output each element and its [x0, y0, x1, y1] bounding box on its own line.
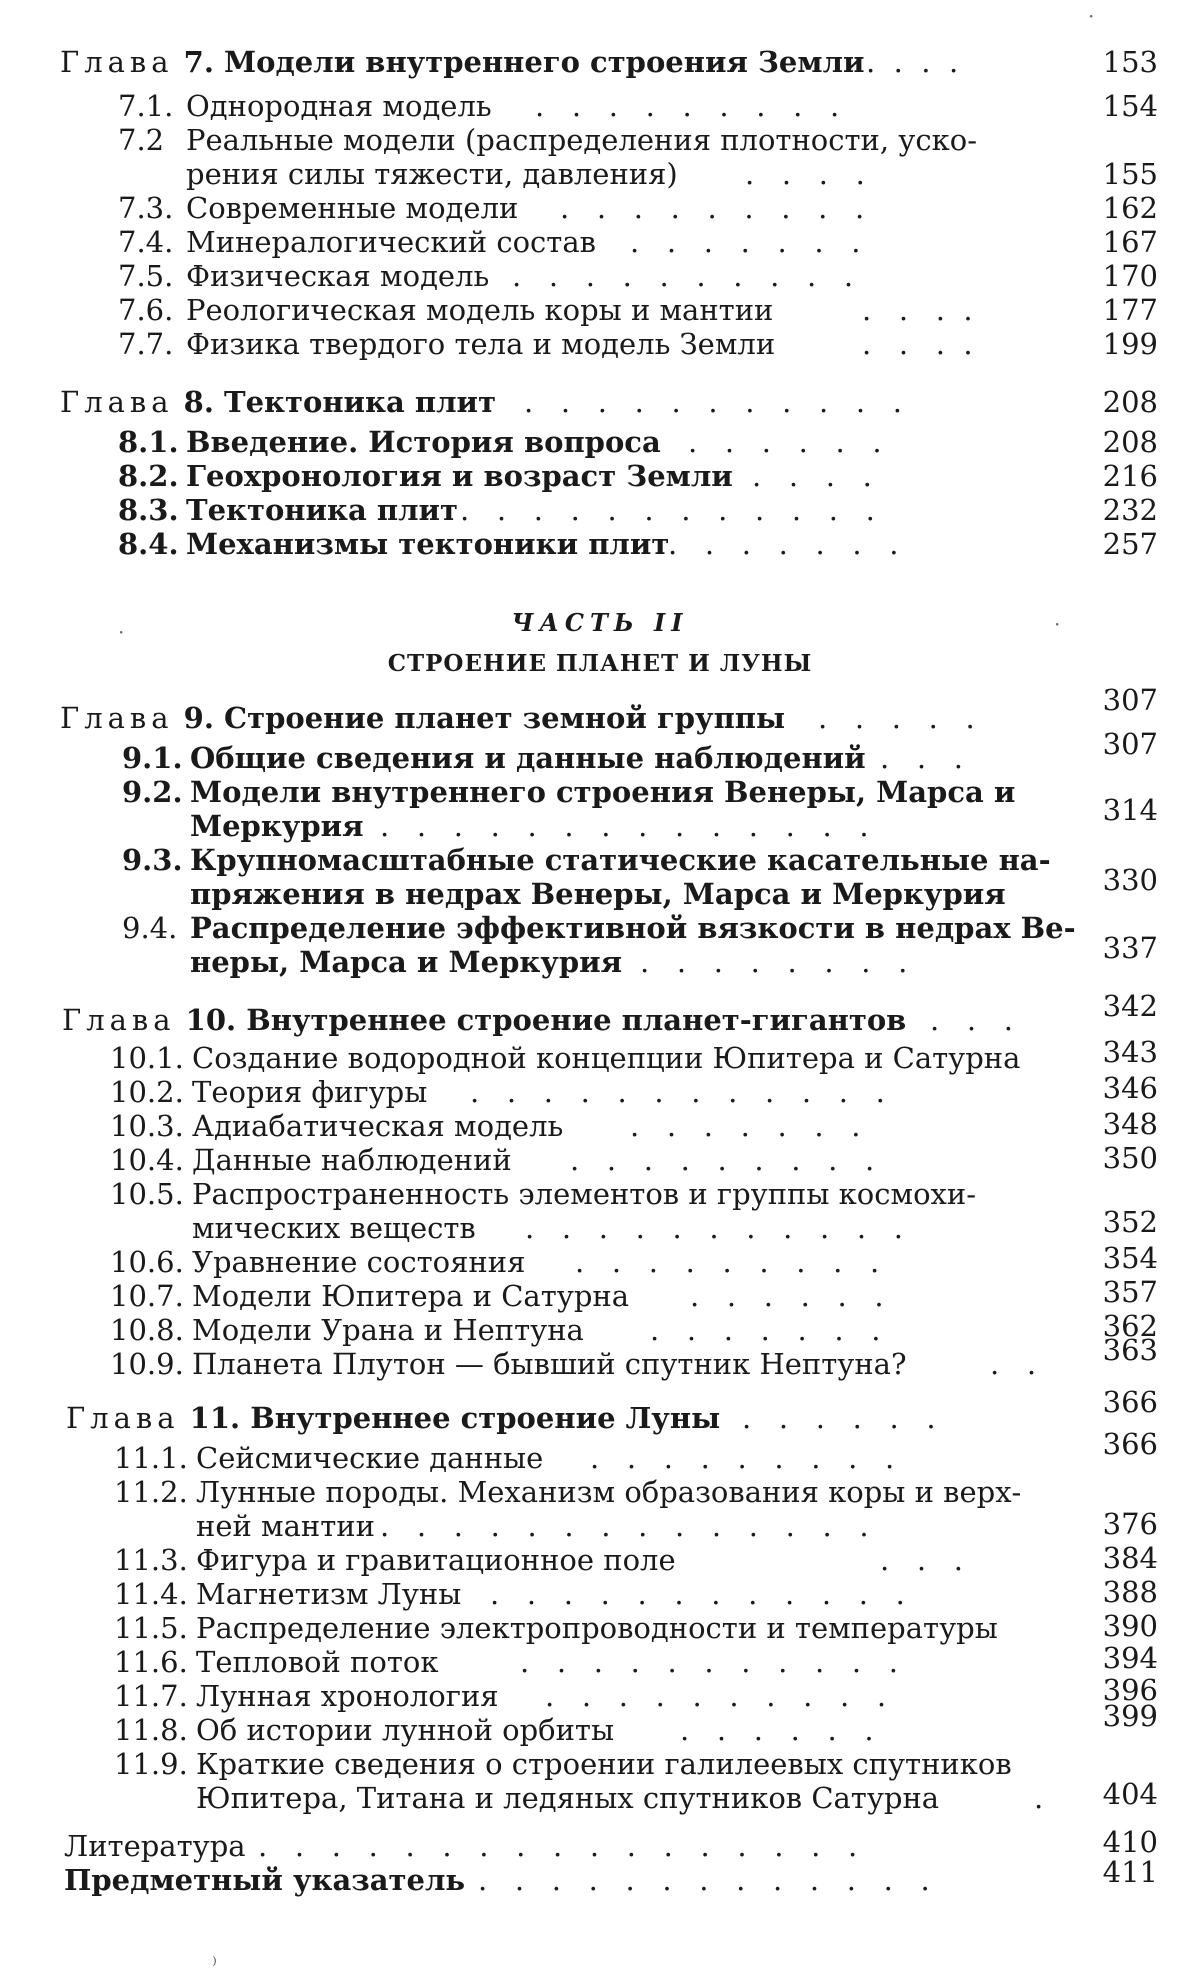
page-number: 362 [1102, 1309, 1158, 1343]
section-number: 11.4. [114, 1577, 188, 1611]
section-number: 10.1. [110, 1041, 184, 1075]
leader-dots: . . . . . . . . . . . . [470, 1075, 885, 1109]
leader-dots: . . . . . . . . . [570, 1143, 875, 1177]
section-number: 10.4. [110, 1143, 184, 1177]
chapter-title: Модели внутреннего строения Земли [224, 45, 865, 79]
page-number: 363 [1102, 1333, 1158, 1367]
section-number: 8.1. [118, 425, 179, 459]
section-title: Распределение эффективной вязкости в недрах Ве- [190, 911, 1076, 945]
section-number: 10.6. [110, 1245, 184, 1279]
leader-dots: . . . . . . . . . . . . [490, 1577, 905, 1611]
page-number: 167 [1102, 225, 1158, 259]
scan-speck: ⁾ [212, 1952, 217, 1976]
section-number: 9.4. [122, 911, 178, 945]
page-number: 199 [1102, 327, 1158, 361]
leader-dots: . . . . . . . [668, 527, 899, 561]
section-title: Крупномасштабные статические касательные на- [190, 843, 1051, 877]
page-number: 337 [1102, 931, 1158, 965]
leader-dots: . . . . . . . . . . . . . . . . . [258, 1829, 858, 1863]
leader-dots: . . . . [862, 327, 973, 361]
section-title: Модели Юпитера и Сатурна [192, 1279, 629, 1313]
leader-dots: . . . . . . . . . . . . . [478, 1863, 930, 1897]
section-number: 11.2. [114, 1475, 188, 1509]
section-title: Адиабатическая модель [192, 1109, 564, 1143]
page-number: 384 [1102, 1541, 1158, 1575]
page-number: 346 [1102, 1071, 1158, 1105]
leader-dots: . . . . . . . . . . . . [460, 493, 875, 527]
part-title: СТРОЕНИЕ ПЛАНЕТ И ЛУНЫ [387, 650, 813, 677]
chapter-label: Глава [66, 1401, 180, 1435]
section-title: Минералогический состав [186, 225, 596, 259]
page-number: 411 [1102, 1855, 1158, 1889]
chapter-label: Глава [60, 701, 174, 735]
section-title: Уравнение состояния [192, 1245, 526, 1279]
leader-dots: . . . . . . . . . . . [520, 1645, 898, 1679]
chapter-label: Глава [60, 385, 174, 419]
leader-dots: . . . . . . [688, 425, 882, 459]
section-number: 11.6. [114, 1645, 188, 1679]
part-label: ЧАСТЬ II [511, 608, 689, 637]
section-title: Физика твердого тела и модель Земли [186, 327, 776, 361]
leader-dots: . . . [880, 1543, 963, 1577]
section-number: 7.1. [118, 89, 174, 123]
page-number: 366 [1102, 1385, 1158, 1419]
page-number: 307 [1102, 727, 1158, 761]
section-title-continued: Меркурия [190, 809, 364, 843]
page-number: 154 [1102, 89, 1158, 123]
leader-dots: . . . . . . . . . [575, 1245, 880, 1279]
section-title: Магнетизм Луны [196, 1577, 462, 1611]
page-number: 388 [1102, 1575, 1158, 1609]
section-number: 8.2. [118, 459, 179, 493]
leader-dots: . . . . . . . . . [535, 89, 840, 123]
page-number: 357 [1102, 1275, 1158, 1309]
section-title-continued: ней мантии [196, 1509, 375, 1543]
section-title: Сейсмические данные [196, 1441, 544, 1475]
section-number: 7.7. [118, 327, 174, 361]
section-title: Распределение электропроводности и температуры [196, 1611, 998, 1645]
section-number: 11.7. [114, 1679, 188, 1713]
page-number: 216 [1102, 459, 1158, 493]
leader-dots: . . [990, 1347, 1037, 1381]
section-title: Данные наблюдений [192, 1143, 512, 1177]
subject-index-title: Предметный указатель [64, 1863, 466, 1897]
page-number: 162 [1102, 191, 1158, 225]
leader-dots: . . . . . . [680, 1713, 874, 1747]
section-number: 11.8. [114, 1713, 188, 1747]
section-number: 10.2. [110, 1075, 184, 1109]
page-number: 376 [1102, 1507, 1158, 1541]
section-number: 7.4. [118, 225, 174, 259]
leader-dots: . . . . [745, 157, 865, 191]
section-title: Теория фигуры [192, 1075, 428, 1109]
page-number: 208 [1102, 425, 1158, 459]
page-number: 396 [1102, 1673, 1158, 1707]
section-number: 10.8. [110, 1313, 184, 1347]
page-number: 342 [1102, 989, 1158, 1023]
section-number: 10.5. [110, 1177, 184, 1211]
page-number: 394 [1102, 1641, 1158, 1675]
leader-dots: . . . . . . [742, 1401, 936, 1435]
page-number: 330 [1102, 863, 1158, 897]
section-title: Геохронология и возраст Земли [186, 459, 733, 493]
section-number: 9.3. [122, 843, 183, 877]
section-title-continued: мических веществ [192, 1211, 476, 1245]
chapter-11-heading [66, 1402, 720, 1435]
leader-dots: . . . [930, 1003, 1013, 1037]
section-title: Модели Урана и Нептуна [192, 1313, 584, 1347]
leader-dots: . . . . . . . . . . . . . . [380, 1509, 869, 1543]
chapter-number: 9. [183, 701, 214, 735]
page-number: 390 [1102, 1609, 1158, 1643]
leader-dots: . . . . . . . . . [560, 191, 865, 225]
leader-dots: . . . . [752, 459, 872, 493]
section-title: Лунные породы. Механизм образования коры и верх- [196, 1475, 1022, 1509]
chapter-title: Строение планет земной группы [224, 701, 786, 735]
chapter-9-heading [60, 702, 785, 735]
section-number: 9.1. [122, 741, 183, 775]
chapter-label: Глава [60, 45, 174, 79]
chapter-title: Внутреннее строение планет-гигантов [246, 1003, 907, 1037]
page-number: 354 [1102, 1241, 1158, 1275]
leader-dots: . . . . . . . [630, 225, 861, 259]
page-number: 177 [1102, 293, 1158, 327]
section-title: Модели внутреннего строения Венеры, Марса и [190, 775, 1016, 809]
chapter-number: 10. [185, 1003, 237, 1037]
page-number: 208 [1102, 385, 1158, 419]
chapter-title: Внутреннее строение Луны [250, 1401, 721, 1435]
page-number: 352 [1102, 1205, 1158, 1239]
section-title: Общие сведения и данные наблюдений [190, 741, 866, 775]
leader-dots: . . . . . . . [630, 1109, 861, 1143]
section-number: 7.3. [118, 191, 174, 225]
page-number: 404 [1102, 1777, 1158, 1811]
leader-dots: . . . . [866, 45, 959, 79]
page-number: 307 [1102, 683, 1158, 717]
section-title: Механизмы тектоники плит [186, 527, 670, 561]
leader-dots: . . . . . . . . . . [545, 1679, 887, 1713]
section-title-continued: Юпитера, Титана и ледяных спутников Сатурна [196, 1781, 940, 1815]
page-number: 399 [1102, 1699, 1158, 1733]
chapter-7-heading [60, 46, 865, 79]
chapter-number: 11. [189, 1401, 241, 1435]
page-number: 314 [1102, 793, 1158, 827]
section-title: Физическая модель [186, 259, 490, 293]
leader-dots: . . . . . . . . [640, 945, 908, 979]
scan-speck: · [118, 620, 125, 644]
leader-dots: . . . . [862, 293, 973, 327]
section-title: Создание водородной концепции Юпитера и Сатурна [192, 1041, 1021, 1075]
chapter-label: Глава [62, 1003, 176, 1037]
section-number: 11.3. [114, 1543, 188, 1577]
section-number: 10.7. [110, 1279, 184, 1313]
section-number: 8.3. [118, 493, 179, 527]
leader-dots: . . . . . . . . . . [512, 259, 854, 293]
page-number: 348 [1102, 1107, 1158, 1141]
page-number: 410 [1102, 1825, 1158, 1859]
section-title: Однородная модель [186, 89, 492, 123]
leader-dots: . . . . . . . . . . . . . . [380, 809, 869, 843]
leader-dots: . . . . . . . . . . . [525, 1211, 903, 1245]
leader-dots: . . . . . [818, 701, 975, 735]
chapter-8-heading [60, 386, 496, 419]
section-number: 10.3. [110, 1109, 184, 1143]
page-number: 366 [1102, 1427, 1158, 1461]
page-number: 153 [1102, 45, 1158, 79]
section-title: Лунная хронология [196, 1679, 499, 1713]
page-number: 257 [1102, 527, 1158, 561]
section-title: Введение. История вопроса [186, 425, 661, 459]
leader-dots: . . . . . . [690, 1279, 884, 1313]
section-number: 11.1. [114, 1441, 188, 1475]
page-number: 155 [1102, 157, 1158, 191]
section-title: Фигура и гравитационное поле [196, 1543, 676, 1577]
scan-speck: · [1088, 4, 1095, 28]
page-number: 170 [1102, 259, 1158, 293]
section-title: Реологическая модель коры и мантии [186, 293, 774, 327]
section-title-continued: пряжения в недрах Венеры, Марса и Меркурия [190, 877, 1006, 911]
chapter-number: 7. [183, 45, 214, 79]
section-number: 7.5. [118, 259, 174, 293]
leader-dots: . . . [880, 741, 963, 775]
leader-dots: . [1034, 1781, 1044, 1815]
section-number: 9.2. [122, 775, 183, 809]
bibliography-title: Литература [64, 1829, 246, 1863]
leader-dots: . . . . . . . [650, 1313, 881, 1347]
section-title: Об истории лунной орбиты [196, 1713, 615, 1747]
chapter-title: Тектоника плит [224, 385, 497, 419]
section-number: 7.6. [118, 293, 174, 327]
section-title: Тектоника плит [186, 493, 459, 527]
section-title-continued: неры, Марса и Меркурия [190, 945, 623, 979]
page-number: 350 [1102, 1141, 1158, 1175]
chapter-number: 8. [183, 385, 214, 419]
section-number: 8.4. [118, 527, 179, 561]
section-number: 10.9. [110, 1347, 184, 1381]
leader-dots: . . . . . . . . . . . [524, 385, 902, 419]
section-title: Краткие сведения о строении галилеевых спутников [196, 1747, 1012, 1781]
section-title: Тепловой поток [196, 1645, 439, 1679]
scan-speck: · [1054, 612, 1061, 636]
section-title: Планета Плутон — бывший спутник Нептуна? [192, 1347, 907, 1381]
chapter-10-heading [62, 1004, 906, 1037]
section-number: 11.9. [114, 1747, 188, 1781]
section-title: Распространенность элементов и группы космохи- [192, 1177, 977, 1211]
section-number: 7.2 [118, 123, 165, 157]
section-number: 11.5. [114, 1611, 188, 1645]
page-number: 232 [1102, 493, 1158, 527]
section-title-continued: рения силы тяжести, давления) [186, 157, 678, 191]
section-title: Реальные модели (распределения плотности, уско- [186, 123, 977, 157]
leader-dots: . . . . . . . . . [590, 1441, 895, 1475]
section-title: Современные модели [186, 191, 519, 225]
page-number: 343 [1102, 1035, 1158, 1069]
